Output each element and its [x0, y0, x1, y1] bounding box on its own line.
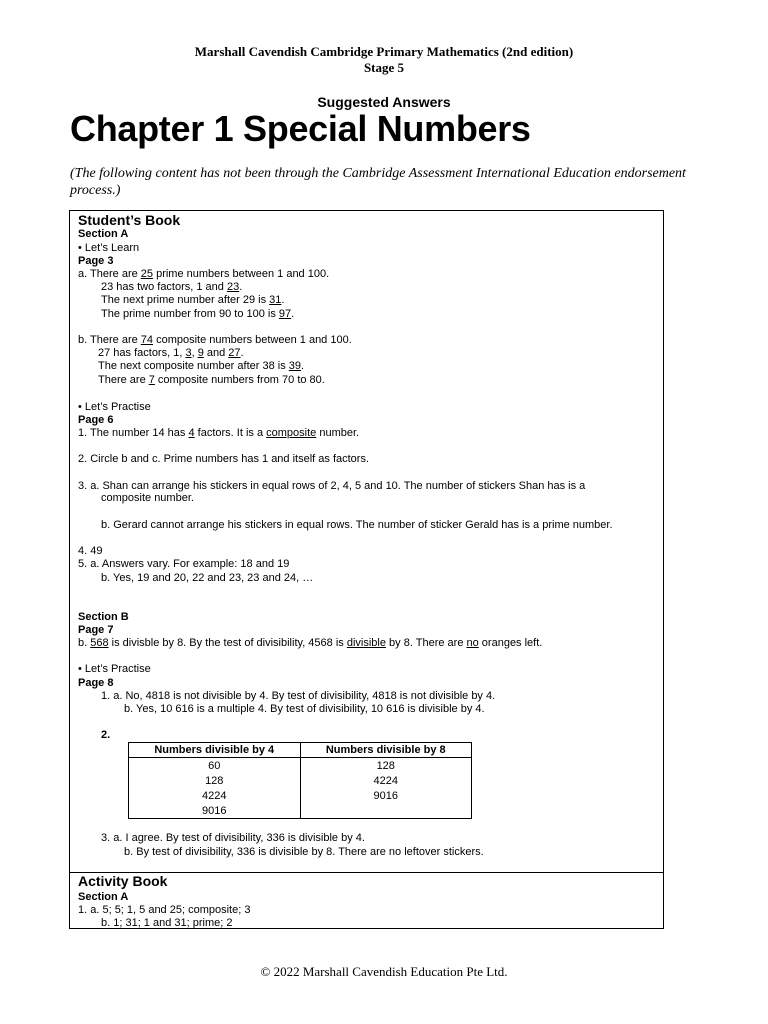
- table-row: [129, 758, 472, 774]
- activity-section-a-label: Section A: [78, 891, 129, 903]
- table-header-div-8: Numbers divisible by 8: [300, 743, 472, 758]
- table-row: [129, 788, 472, 803]
- activity-book-heading: Activity Book: [78, 873, 168, 889]
- section-b-label: Section B: [78, 611, 129, 623]
- table-cell: 128: [300, 758, 472, 774]
- page-8-q1b: b. Yes, 10 616 is a multiple 4. By test of divisibility, 10 616 is divisible by 4.: [124, 703, 485, 715]
- question-5b: b. Yes, 19 and 20, 22 and 23, 23 and 24, …: [101, 572, 314, 584]
- table-cell: 4224: [300, 773, 472, 788]
- table-cell: 128: [129, 773, 301, 788]
- question-4: 4. 49: [78, 545, 103, 557]
- answer-b-line-2: 27 has factors, 1, 3, 9 and 27.: [98, 347, 244, 359]
- endorsement-disclaimer: (The following content has not been through the Cambridge Assessment International Education endorsement process.): [70, 166, 686, 198]
- activity-q1a: 1. a. 5; 5; 1, 5 and 25; composite; 3: [78, 904, 251, 916]
- table-cell: 9016: [129, 803, 301, 819]
- table-row: [129, 773, 472, 788]
- divisibility-table: [128, 742, 472, 819]
- lets-learn-bullet: • Let’s Learn: [78, 242, 140, 254]
- table-cell: 60: [129, 758, 301, 774]
- page-6-label: Page 6: [78, 414, 114, 426]
- section-a-label: Section A: [78, 228, 129, 240]
- suggested-answers-label: Suggested Answers: [317, 94, 451, 110]
- answer-b-line-4: There are 7 composite numbers from 70 to 80.: [98, 374, 325, 386]
- question-1: 1. The number 14 has 4 factors. It is a composite number.: [78, 427, 360, 439]
- question-2: 2. Circle b and c. Prime numbers has 1 and itself as factors.: [78, 453, 370, 465]
- page-8-q2: 2.: [101, 729, 111, 741]
- page-3-label: Page 3: [78, 255, 114, 267]
- page-8-q3a: 3. a. I agree. By test of divisibility, 336 is divisible by 4.: [101, 832, 365, 844]
- lets-practise-bullet: • Let’s Practise: [78, 401, 151, 413]
- table-row: [129, 803, 472, 819]
- table-header-div-4: Numbers divisible by 4: [129, 743, 301, 758]
- answer-a-line-4: The prime number from 90 to 100 is 97.: [101, 308, 295, 320]
- book-stage: Stage 5: [363, 60, 405, 75]
- chapter-title: Chapter 1 Special Numbers: [70, 108, 531, 149]
- table-cell: 9016: [300, 788, 472, 803]
- table-cell: [300, 803, 472, 819]
- page-8-q1a: 1. a. No, 4818 is not divisible by 4. By test of divisibility, 4818 is not divisible by 4.: [101, 690, 496, 702]
- answer-b-line-1: b. There are 74 composite numbers between 1 and 100.: [78, 334, 352, 346]
- copyright-footer: © 2022 Marshall Cavendish Education Pte Ltd.: [260, 964, 508, 979]
- answer-a-line-1: a. There are 25 prime numbers between 1 and 100.: [78, 268, 330, 280]
- activity-q1b: b. 1; 31; 1 and 31; prime; 2: [101, 917, 233, 929]
- question-3a: 3. a. Shan can arrange his stickers in equal rows of 2, 4, 5 and 10. The number of stickers Shan has is a: [78, 480, 586, 492]
- book-title: Marshall Cavendish Cambridge Primary Mathematics (2nd edition): [194, 44, 574, 59]
- question-3a-cont: composite number.: [101, 492, 194, 504]
- lets-practise-bullet-2: • Let’s Practise: [78, 663, 151, 675]
- page-8-label: Page 8: [78, 677, 114, 689]
- page-7-label: Page 7: [78, 624, 114, 636]
- answer-a-line-3: The next prime number after 29 is 31.: [101, 294, 285, 306]
- question-5a: 5. a. Answers vary. For example: 18 and 19: [78, 558, 290, 570]
- page-8-q3b: b. By test of divisibility, 336 is divisible by 8. There are no leftover stickers.: [124, 846, 484, 858]
- table-cell: 4224: [129, 788, 301, 803]
- question-3b: b. Gerard cannot arrange his stickers in equal rows. The number of sticker Gerald has is a prime number.: [101, 519, 613, 531]
- answers-box: [69, 210, 664, 929]
- answer-b-line-3: The next composite number after 38 is 39.: [98, 360, 305, 372]
- answer-a-line-2: 23 has two factors, 1 and 23.: [101, 281, 243, 293]
- students-book-heading: Student’s Book: [78, 212, 181, 228]
- page-7-answer: b. 568 is divisble by 8. By the test of divisibility, 4568 is divisible by 8. There are no oranges left.: [78, 637, 543, 649]
